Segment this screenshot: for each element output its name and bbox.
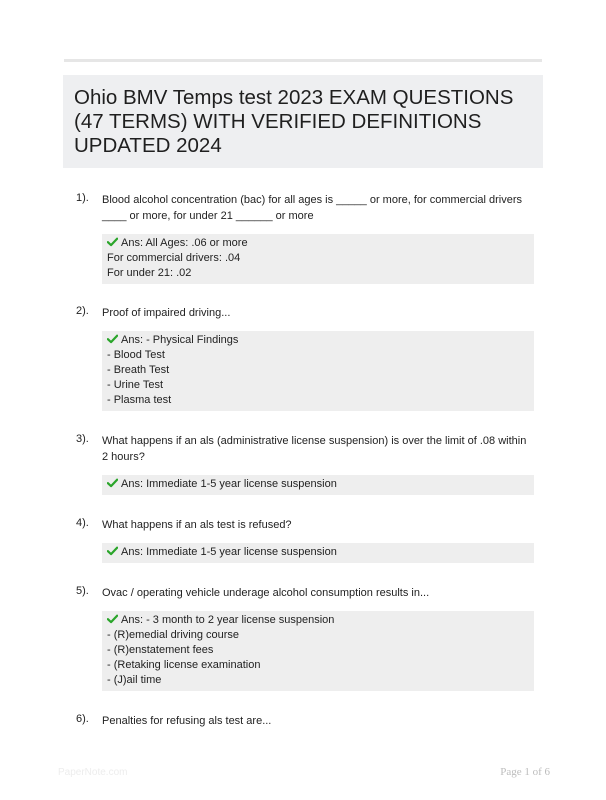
- answer-box: [102, 611, 534, 691]
- answer-line: - Plasma test: [107, 394, 172, 406]
- answer-box: [102, 331, 534, 411]
- top-divider: [64, 59, 542, 62]
- question-item-3: [76, 433, 536, 495]
- answer-text: Ans: - 3 month to 2 year license suspension: [121, 614, 335, 626]
- answer-line: For commercial drivers: .04: [107, 252, 241, 264]
- question-text: What happens if an als test is refused?: [102, 519, 292, 531]
- answer-line: - Urine Test: [107, 379, 164, 391]
- question-number: 2).: [76, 305, 89, 317]
- title-banner: [63, 75, 543, 168]
- question-item-1: [76, 192, 536, 284]
- document-title: Ohio BMV Temps test 2023 EXAM QUESTIONS (47 TERMS) WITH VERIFIED DEFINITIONS UPDATED 2024: [74, 86, 514, 157]
- question-number: 3).: [76, 433, 89, 445]
- question-item-6: [76, 713, 536, 729]
- answer-box: [102, 234, 534, 284]
- question-text: Proof of impaired driving...: [102, 307, 231, 319]
- page-indicator: Page 1 of 6: [500, 766, 550, 778]
- question-text: Penalties for refusing als test are...: [102, 715, 272, 727]
- check-icon: [107, 546, 118, 556]
- answer-line: [107, 545, 529, 560]
- answer-text: Ans: Immediate 1-5 year license suspension: [121, 478, 337, 490]
- question-item-5: [76, 585, 536, 691]
- check-icon: [107, 237, 118, 247]
- answer-line: - Blood Test: [107, 349, 165, 361]
- answer-line: [107, 477, 529, 492]
- answer-box: [102, 543, 534, 563]
- question-number: 1).: [76, 192, 89, 204]
- answer-box: [102, 475, 534, 495]
- check-icon: [107, 478, 118, 488]
- answer-text: Ans: - Physical Findings: [121, 334, 239, 346]
- question-item-4: [76, 517, 536, 563]
- answer-line: - (J)ail time: [107, 674, 162, 686]
- answer-text: Ans: All Ages: .06 or more: [121, 237, 248, 249]
- question-number: 4).: [76, 517, 89, 529]
- check-icon: [107, 614, 118, 624]
- question-number: 5).: [76, 585, 89, 597]
- check-icon: [107, 334, 118, 344]
- question-item-2: [76, 305, 536, 411]
- answer-line: [107, 333, 529, 348]
- answer-line: - Breath Test: [107, 364, 170, 376]
- answer-line: For under 21: .02: [107, 267, 192, 279]
- answer-line: [107, 613, 529, 628]
- answer-line: [107, 236, 529, 251]
- answer-line: - (R)enstatement fees: [107, 644, 214, 656]
- answer-text: Ans: Immediate 1-5 year license suspension: [121, 546, 337, 558]
- site-watermark: PaperNote.com: [58, 767, 128, 778]
- question-number: 6).: [76, 713, 89, 725]
- question-text: Blood alcohol concentration (bac) for all ages is _____ or more, for commercial drivers ____ or more, for under 21 ______ or more: [102, 194, 523, 222]
- answer-line: - (R)emedial driving course: [107, 629, 240, 641]
- question-text: What happens if an als (administrative license suspension) is over the limit of .08 within 2 hours?: [102, 435, 527, 463]
- question-text: Ovac / operating vehicle underage alcohol consumption results in...: [102, 587, 430, 599]
- answer-line: - (Retaking license examination: [107, 659, 261, 671]
